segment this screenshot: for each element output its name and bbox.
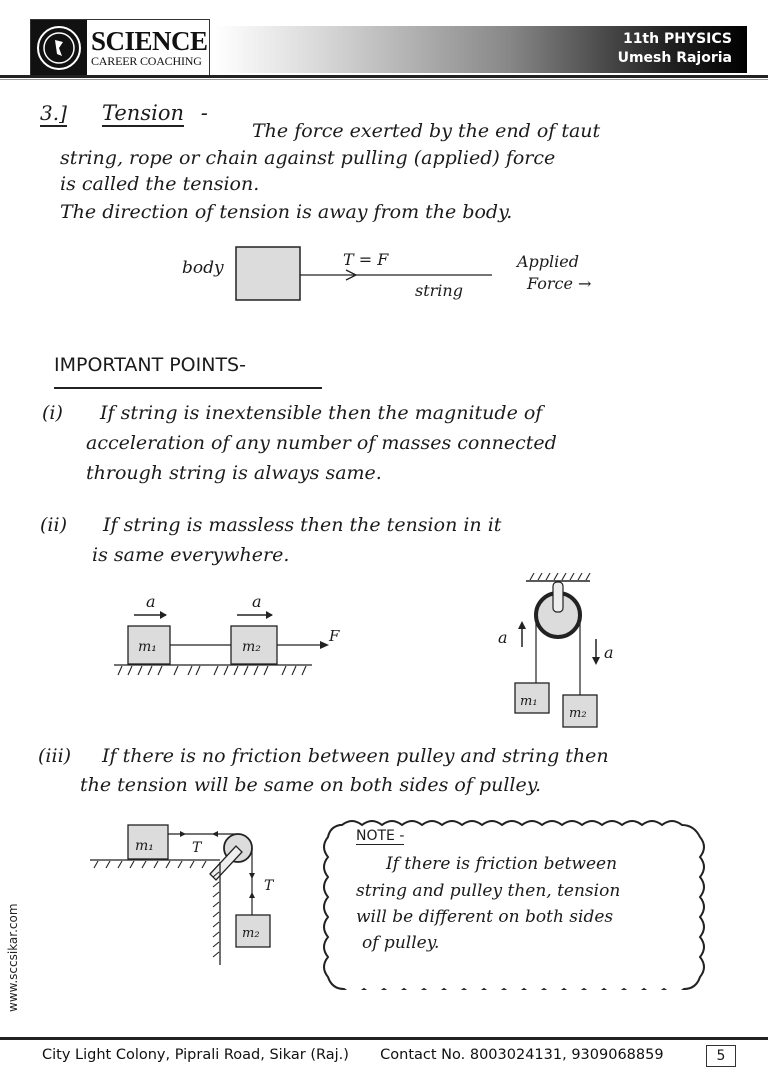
point-3-line-1: If there is no friction between pulley and string then <box>102 745 609 767</box>
svg-text:F: F <box>329 627 340 645</box>
arrow-down-icon <box>592 657 600 665</box>
header-divider-thin <box>0 79 768 80</box>
svg-text:a: a <box>498 628 508 647</box>
svg-text:a: a <box>252 592 262 611</box>
footer-text <box>42 1047 664 1063</box>
point-3-marker: (iii) <box>38 745 72 767</box>
arrow-up-icon <box>518 621 526 629</box>
arrow-left-icon <box>212 831 218 837</box>
tension-body-diagram <box>160 235 630 315</box>
definition-line-2: string, rope or chain against pulling (applied) force <box>60 147 556 169</box>
important-heading: IMPORTANT POINTS- <box>54 354 246 376</box>
svg-text:T: T <box>192 840 202 856</box>
course-title: 11th PHYSICS <box>622 31 732 47</box>
svg-text:m₂: m₂ <box>242 639 261 655</box>
note-line-4: of pulley. <box>362 933 440 953</box>
two-blocks-diagram <box>100 585 380 695</box>
author-name: Umesh Rajoria <box>617 50 732 66</box>
arrow-right-icon <box>160 611 167 619</box>
pulley-clamp <box>553 582 563 612</box>
svg-text:m₂: m₂ <box>242 926 260 941</box>
side-website-url[interactable]: www.sccsikar.com <box>6 903 20 1012</box>
point-1-marker: (i) <box>42 402 63 424</box>
footer-address: City Light Colony, Piprali Road, Sikar (Raj.) <box>42 1047 349 1063</box>
definition-line-4: The direction of tension is away from the body. <box>60 201 513 223</box>
section-title: Tension - <box>102 101 208 125</box>
definition-line-3: is called the tension. <box>60 173 260 195</box>
svg-text:m₁: m₁ <box>520 694 538 709</box>
string-label: string <box>415 281 463 300</box>
equation-label: T = F <box>343 250 389 269</box>
footer-contact: Contact No. 8003024131, 9309068859 <box>380 1047 664 1063</box>
note-line-2: string and pulley then, tension <box>356 881 621 901</box>
applied-label: Applied <box>517 252 579 271</box>
logo-subtitle: CAREER COACHING <box>91 53 202 68</box>
footer-divider <box>0 1037 768 1040</box>
svg-text:m₁: m₁ <box>138 639 157 655</box>
svg-text:a: a <box>604 643 614 662</box>
definition-line-1: The force exerted by the end of taut <box>252 120 601 142</box>
svg-text:m₁: m₁ <box>135 838 154 854</box>
point-2-line-2: is same everywhere. <box>92 544 290 566</box>
logo <box>30 19 210 76</box>
arrow-up-icon <box>249 892 255 898</box>
header-info <box>618 30 732 68</box>
point-3-line-2: the tension will be same on both sides of pulley. <box>80 774 541 796</box>
arrow-right-icon <box>180 831 186 837</box>
svg-text:T: T <box>264 878 274 894</box>
section-number: 3.] <box>40 101 67 125</box>
point-2-line-1: If string is massless then the tension in it <box>103 514 502 536</box>
header-divider <box>0 75 768 78</box>
point-1-line-1: If string is inextensible then the magnitude of <box>100 402 543 424</box>
arrow-right-icon <box>320 641 329 649</box>
logo-title: SCIENCE <box>91 25 208 56</box>
point-1-line-3: through string is always same. <box>86 462 382 484</box>
svg-text:m₂: m₂ <box>569 706 587 721</box>
table-pulley-diagram <box>80 810 320 1010</box>
arrow-down-icon <box>249 873 255 879</box>
atwood-pulley-diagram <box>480 565 640 735</box>
note-line-3: will be different on both sides <box>356 907 614 927</box>
force-label: Force → <box>527 274 592 293</box>
page-number: 5 <box>706 1045 736 1067</box>
svg-text:a: a <box>146 592 156 611</box>
note-line-1: If there is friction between <box>386 854 618 874</box>
arrow-right-icon <box>266 611 273 619</box>
note-heading: NOTE - <box>356 828 405 844</box>
logo-emblem-icon <box>31 20 87 75</box>
body-label: body <box>182 258 224 278</box>
point-2-marker: (ii) <box>40 514 67 536</box>
important-underline <box>54 387 322 389</box>
point-1-line-2: acceleration of any number of masses connected <box>86 432 557 454</box>
